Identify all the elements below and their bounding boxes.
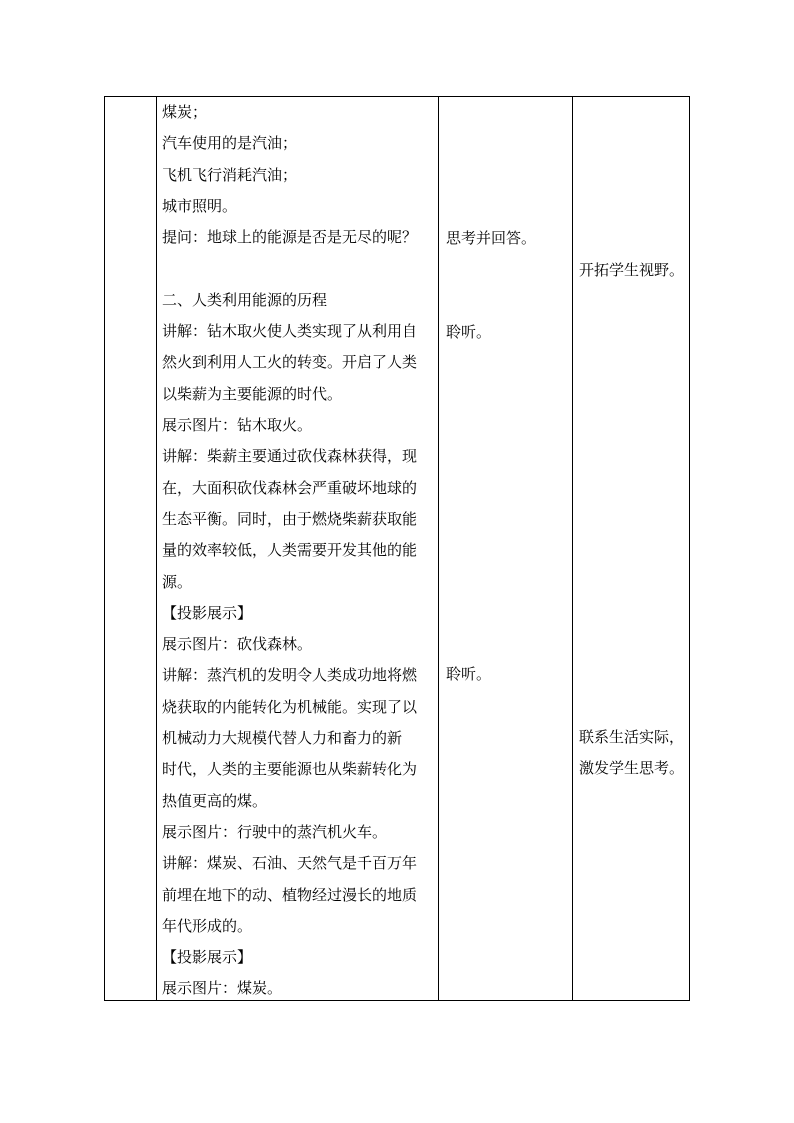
column-divider <box>572 97 573 1000</box>
intent-connect-text: 联系生活实际， <box>579 728 685 746</box>
lesson-plan-table <box>104 96 690 1001</box>
student-listen-text: 聆听。 <box>446 665 492 683</box>
content-line: 讲解：蒸汽机的发明令人类成功地将燃 <box>162 666 418 685</box>
student-listen-text: 聆听。 <box>446 323 492 341</box>
content-line: 展示图片：钻木取火。 <box>162 416 313 434</box>
content-line: 然火到利用人工火的转变。开启了人类 <box>162 353 418 372</box>
content-line: 热值更高的煤。 <box>162 791 268 810</box>
intent-broaden-text: 开拓学生视野。 <box>579 261 685 279</box>
content-line: 量的效率较低，人类需要开发其他的能 <box>162 541 418 560</box>
column-divider <box>438 97 439 1000</box>
content-line: 飞机飞行消耗汽油； <box>162 165 298 184</box>
content-line: 机械动力大规模代替人力和畜力的新 <box>162 729 403 747</box>
content-line: 烧获取的内能转化为机械能。实现了以 <box>162 697 418 716</box>
content-line: 汽车使用的是汽油； <box>162 134 298 153</box>
content-line: 城市照明。 <box>162 196 238 215</box>
content-line: 以柴薪为主要能源的时代。 <box>162 384 343 403</box>
content-line: 煤炭； <box>162 103 208 121</box>
column-divider <box>156 97 157 1000</box>
content-line: 年代形成的。 <box>162 916 253 935</box>
content-line: 生态平衡。同时，由于燃烧柴薪获取能 <box>162 509 418 528</box>
content-line: 讲解：钻木取火使人类实现了从利用自 <box>162 322 418 341</box>
content-line: 源。 <box>162 572 193 591</box>
intent-connect-text: 激发学生思考。 <box>579 759 685 777</box>
content-line: 展示图片：砍伐森林。 <box>162 635 313 654</box>
content-line: 【投影展示】 <box>162 948 253 967</box>
content-line: 展示图片：煤炭。 <box>162 979 283 998</box>
content-line: 展示图片：行驶中的蒸汽机火车。 <box>162 822 388 841</box>
content-line: 提问：地球上的能源是否是无尽的呢？ <box>162 228 418 247</box>
content-line: 二、人类利用能源的历程 <box>162 290 328 309</box>
content-line: 讲解：柴薪主要通过砍伐森林获得，现 <box>162 447 418 466</box>
content-line: 【投影展示】 <box>162 603 253 622</box>
content-line: 讲解：煤炭、石油、天然气是千百万年 <box>162 854 418 873</box>
student-answer-text: 思考并回答。 <box>446 229 537 247</box>
content-line: 在，大面积砍伐森林会严重破坏地球的 <box>162 478 418 497</box>
content-line: 前埋在地下的动、植物经过漫长的地质 <box>162 885 418 904</box>
content-line: 时代，人类的主要能源也从柴薪转化为 <box>162 760 418 779</box>
